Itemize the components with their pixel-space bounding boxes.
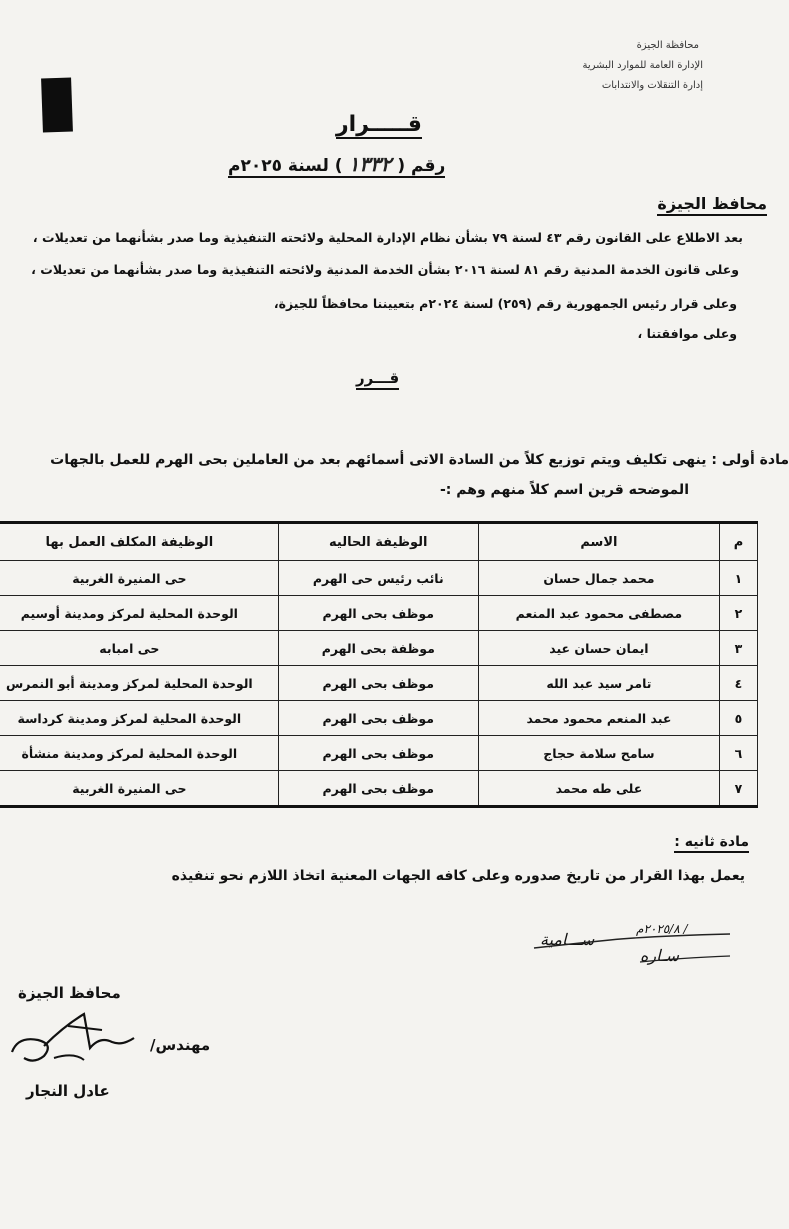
table-row xyxy=(0,701,758,736)
header-transfers-dept: إدارة التنقلات والانتدابات xyxy=(601,80,703,91)
table-row xyxy=(0,631,758,666)
table-row xyxy=(0,561,758,596)
row-current-job: موظف بحى الهرم xyxy=(278,736,478,771)
row-name: ايمان حسان عيد xyxy=(478,631,719,666)
row-current-job: موظف بحى الهرم xyxy=(278,771,478,807)
row-num: ٢ xyxy=(719,596,757,631)
row-num: ١ xyxy=(719,561,757,596)
table-row xyxy=(0,736,758,771)
stamp-word-1: سـاره xyxy=(640,946,680,965)
row-current-job: نائب رئيس حى الهرم xyxy=(278,561,478,596)
row-num: ٦ xyxy=(719,736,757,771)
header-current-job: الوظيفة الحاليه xyxy=(278,523,478,561)
row-name: محمد جمال حسان xyxy=(478,561,719,596)
row-name: مصطفى محمود عبد المنعم xyxy=(478,596,719,631)
decided-heading: قـــرر xyxy=(356,369,399,390)
decision-number xyxy=(228,152,445,178)
row-current-job: موظف بحى الهرم xyxy=(278,701,478,736)
row-num: ٣ xyxy=(719,631,757,666)
article-1-line-2: الموضحه قرين اسم كلاً منهم وهم :- xyxy=(439,482,689,498)
table-row xyxy=(0,596,758,631)
row-num: ٥ xyxy=(719,701,757,736)
signature-prefix: مهندس/ xyxy=(150,1036,211,1054)
preamble-line-4: وعلى موافقتنا ، xyxy=(637,326,737,341)
article-2-heading: مادة ثانيه : xyxy=(674,834,749,853)
header-num: م xyxy=(719,523,757,561)
header-assigned-job: الوظيفة المكلف العمل بها xyxy=(0,523,278,561)
row-name: تامر سيد عبد الله xyxy=(478,666,719,701)
row-current-job: موظفة بحى الهرم xyxy=(278,631,478,666)
row-num: ٤ xyxy=(719,666,757,701)
preamble-line-1: بعد الاطلاع على القانون رقم ٤٣ لسنة ٧٩ بشأن نظام الإدارة المحلية ولائحته التنفيذية وما صدر بشأنهما من تعديلات ، xyxy=(32,230,743,245)
signature-title: محافظ الجيزة xyxy=(18,984,121,1002)
header-name: الاسم xyxy=(478,523,719,561)
row-assigned-job: حى المنيرة الغربية xyxy=(0,561,278,596)
preamble-line-2: وعلى قانون الخدمة المدنية رقم ٨١ لسنة ٢٠١٦ بشأن الخدمة المدنية ولائحته التنفيذية وما صدر بشأنهما من تعديلات ، xyxy=(31,262,739,277)
issuer-heading: محافظ الجيزة xyxy=(657,194,767,216)
row-assigned-job: حى امبابه xyxy=(0,631,278,666)
redaction-mark xyxy=(41,77,73,132)
signature-name: عادل النجار xyxy=(26,1082,110,1100)
table-row xyxy=(0,771,758,807)
row-num: ٧ xyxy=(719,771,757,807)
decision-number-suffix: ) لسنة ٢٠٢٥م xyxy=(228,156,343,176)
row-assigned-job: الوحدة المحلية لمركز ومدينة أبو النمرس xyxy=(0,666,278,701)
table-row xyxy=(0,666,758,701)
assignment-table xyxy=(0,521,758,808)
decision-number-value: ١٣٣٢ xyxy=(348,152,392,176)
header-hr-dept: الإدارة العامة للموارد البشرية xyxy=(582,60,703,71)
row-current-job: موظف بحى الهرم xyxy=(278,666,478,701)
decision-number-prefix: رقم ( xyxy=(397,156,446,176)
article-2-text: يعمل بهذا القرار من تاريخ صدوره وعلى كافه الجهات المعنية اتخاذ اللازم نحو تنفيذه xyxy=(171,868,745,884)
decision-title: قـــــرار xyxy=(336,112,422,137)
table-header-row xyxy=(0,523,758,561)
row-current-job: موظف بحى الهرم xyxy=(278,596,478,631)
stamp-date: / ٢٠٢٥/٨م xyxy=(636,922,688,936)
stamp-word-2: ســـامية xyxy=(540,930,595,949)
header-governorate: محافظة الجيزة xyxy=(636,40,699,51)
row-assigned-job: حى المنيرة الغربية xyxy=(0,771,278,807)
row-assigned-job: الوحدة المحلية لمركز ومدينة كرداسة xyxy=(0,701,278,736)
handwritten-signature xyxy=(4,1006,144,1070)
row-name: سامح سلامة حجاج xyxy=(478,736,719,771)
preamble-line-3: وعلى قرار رئيس الجمهورية رقم (٢٥٩) لسنة ٢٠٢٤م بتعييننا محافظاً للجيزة، xyxy=(273,296,737,311)
row-name: عبد المنعم محمود محمد xyxy=(478,701,719,736)
row-assigned-job: الوحدة المحلية لمركز ومدينة منشأة xyxy=(0,736,278,771)
row-name: على طه محمد xyxy=(478,771,719,807)
row-assigned-job: الوحدة المحلية لمركز ومدينة أوسيم xyxy=(0,596,278,631)
stamp-scribble xyxy=(530,918,737,968)
article-1-line-1: مادة أولى : ينهى تكليف ويتم توزيع كلاً من السادة الاتى أسمائهم بعد من العاملين بحى الهرم للعمل بالجهات xyxy=(50,452,789,468)
